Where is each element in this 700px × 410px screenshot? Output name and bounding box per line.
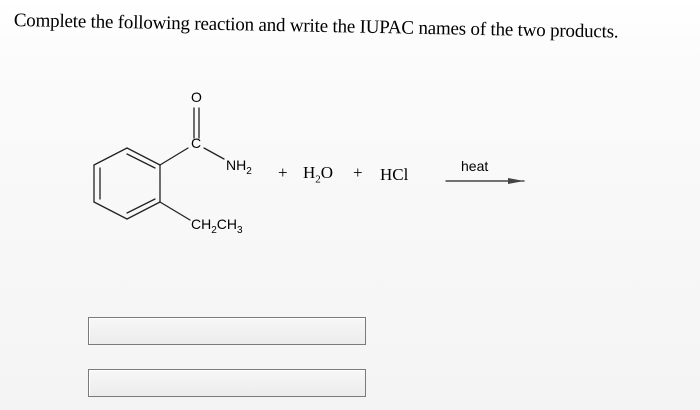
water-label: $H_2O$	[303, 163, 334, 186]
product-1-answer-box[interactable]	[88, 317, 366, 345]
bond-carbonyl-amine	[204, 148, 224, 159]
ring-double-bond	[127, 199, 155, 213]
carbonyl-carbon-label: C	[191, 135, 202, 151]
bond-ring-carbonyl	[160, 148, 188, 165]
reaction-arrow-head	[508, 178, 524, 184]
product-2-input[interactable]	[89, 370, 365, 396]
question-text: Complete the following reaction and write the IUPAC names of the two products.	[13, 10, 619, 43]
plus-sign-1: +	[278, 163, 288, 182]
product-1-input[interactable]	[89, 318, 365, 344]
product-2-answer-box[interactable]	[88, 369, 366, 397]
carbonyl-oxygen-label: O	[191, 89, 202, 105]
heat-condition-label: heat	[461, 158, 489, 174]
ring-double-bond	[127, 154, 155, 168]
ring-bond	[94, 202, 127, 219]
ethyl-group-label: $CH_2CH_3$	[191, 216, 243, 236]
bond-ring-ethyl	[160, 202, 190, 220]
hcl-label: HCl	[380, 165, 409, 184]
plus-sign-2: +	[353, 163, 363, 182]
amine-group-label: $NH_2$	[226, 157, 252, 177]
ring-bond	[94, 148, 127, 165]
reaction-scheme	[80, 88, 530, 258]
